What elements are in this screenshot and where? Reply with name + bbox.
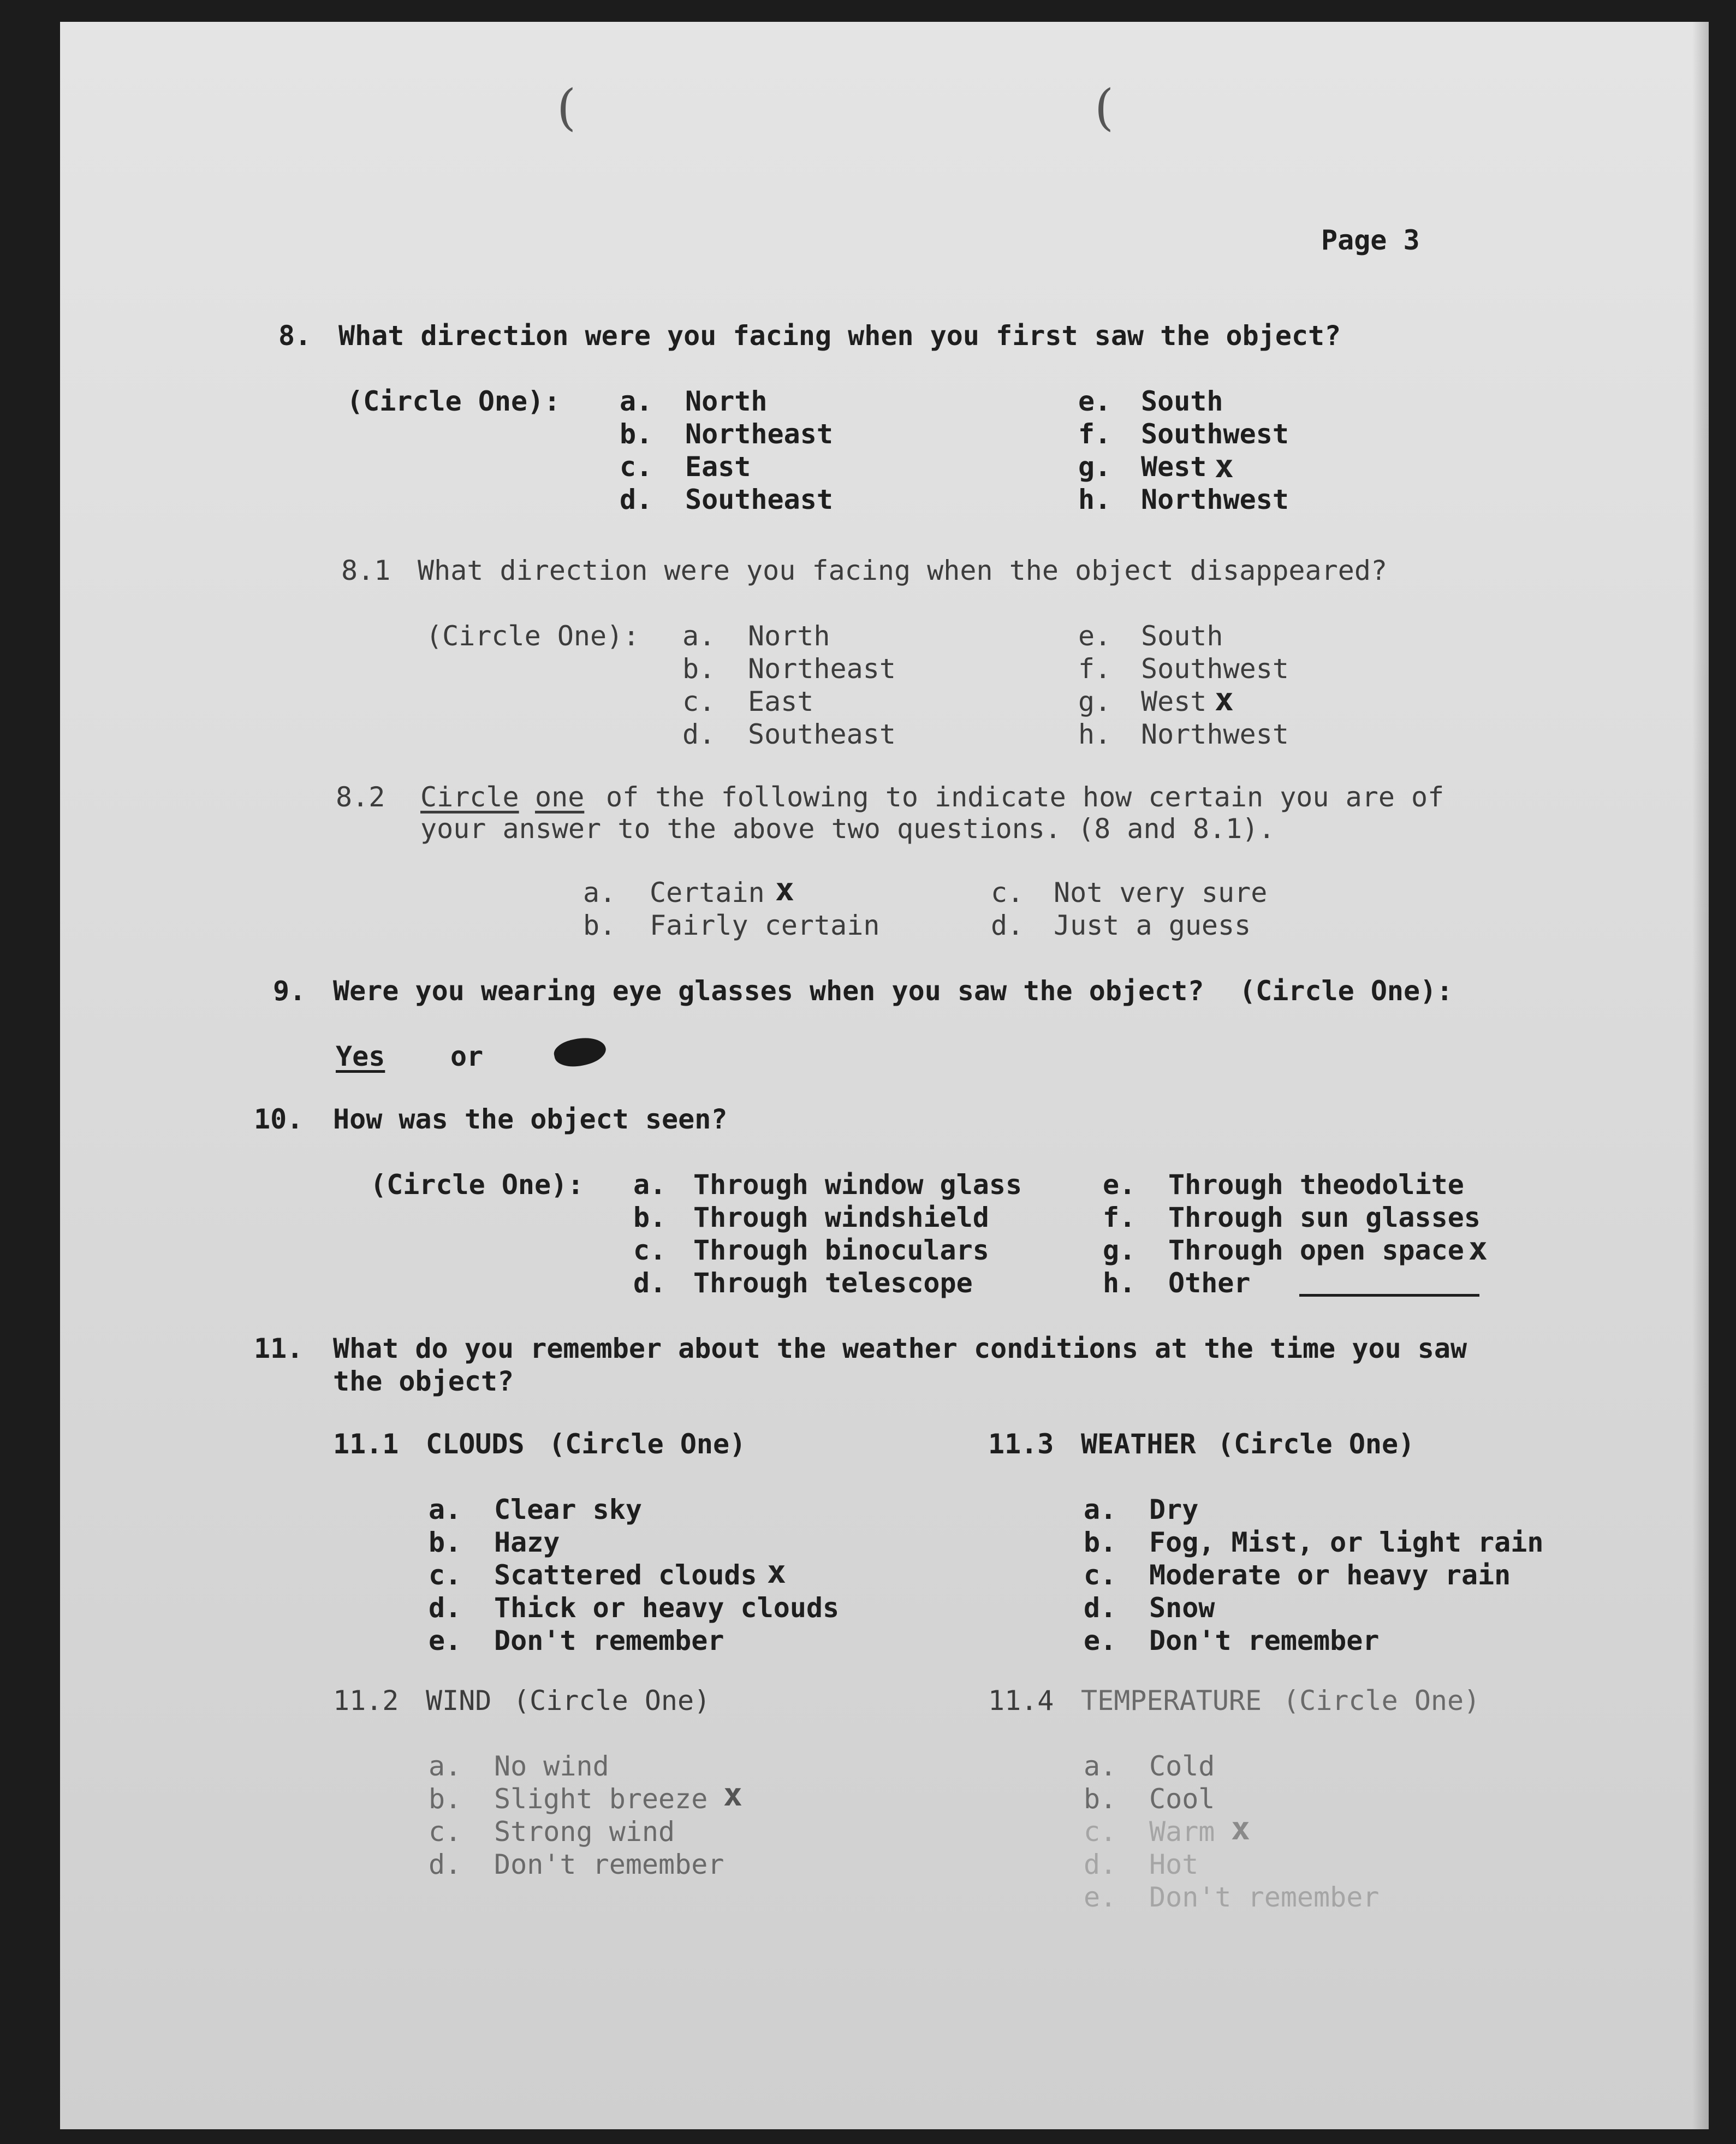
q10-option-letter: a.: [633, 1169, 667, 1201]
q8-1-option-letter: b.: [682, 653, 716, 685]
q11-2-option-no-wind[interactable]: No wind: [494, 1750, 609, 1782]
q8-option-northeast[interactable]: Northeast: [685, 418, 833, 450]
q11-3-option-heavy-rain[interactable]: Moderate or heavy rain: [1149, 1559, 1511, 1591]
q10-number: 10.: [254, 1103, 304, 1135]
q9-circle-label: (Circle One):: [1239, 975, 1453, 1007]
q11-4-option-letter: e.: [1084, 1881, 1117, 1913]
q8-2-check-mark: x: [775, 871, 794, 908]
q11-1-option-clear-sky[interactable]: Clear sky: [494, 1494, 642, 1525]
q8-number: 8.: [278, 320, 312, 352]
q8-1-option-east[interactable]: East: [748, 686, 814, 717]
q10-option-letter: d.: [633, 1267, 667, 1299]
q10-option-sun-glasses[interactable]: Through sun glasses: [1168, 1202, 1481, 1233]
q8-2-option-certain[interactable]: Certain: [650, 877, 765, 908]
q11-3-option-letter: c.: [1084, 1559, 1117, 1591]
q11-1-option-letter: d.: [429, 1592, 462, 1624]
q8-option-east[interactable]: East: [685, 451, 751, 483]
q11-4-option-cold[interactable]: Cold: [1149, 1750, 1215, 1782]
q11-1-option-letter: a.: [429, 1494, 462, 1525]
q10-option-letter: f.: [1103, 1202, 1136, 1233]
q10-option-letter: g.: [1103, 1234, 1136, 1266]
q11-4-circle-label: (Circle One): [1283, 1685, 1481, 1717]
q11-4-option-letter: b.: [1084, 1783, 1117, 1815]
q10-other-blank-line[interactable]: [1299, 1294, 1479, 1297]
q8-2-number: 8.2: [336, 781, 385, 813]
q11-1-option-thick-clouds[interactable]: Thick or heavy clouds: [494, 1592, 840, 1624]
q11-2-option-dont-remember[interactable]: Don't remember: [494, 1849, 724, 1880]
q11-1-option-letter: e.: [429, 1625, 462, 1656]
q10-option-letter: b.: [633, 1202, 667, 1233]
q8-2-option-fairly-certain[interactable]: Fairly certain: [650, 910, 880, 941]
q10-option-open-space[interactable]: Through open space: [1168, 1234, 1464, 1266]
q8-1-option-southwest[interactable]: Southwest: [1141, 653, 1289, 685]
q11-3-number: 11.3: [988, 1428, 1054, 1460]
q11-1-option-dont-remember[interactable]: Don't remember: [494, 1625, 724, 1656]
q11-2-option-letter: b.: [429, 1783, 462, 1815]
q9-no-option-blotted[interactable]: [552, 1034, 608, 1071]
q8-option-letter: b.: [620, 418, 653, 450]
q8-1-option-south[interactable]: South: [1141, 620, 1223, 652]
q8-2-option-letter: d.: [991, 910, 1024, 941]
q10-circle-label: (Circle One):: [370, 1169, 584, 1201]
q8-circle-label: (Circle One):: [347, 385, 561, 417]
punch-hole-mark: (: [557, 79, 576, 136]
q11-1-title: CLOUDS: [426, 1428, 525, 1460]
q8-option-west[interactable]: West: [1141, 451, 1207, 483]
q9-number: 9.: [273, 975, 306, 1007]
page-label: Page 3: [1321, 224, 1420, 256]
q8-1-option-northeast[interactable]: Northeast: [748, 653, 896, 685]
q8-2-option-letter: a.: [583, 877, 616, 908]
q9-yes-option[interactable]: Yes: [336, 1041, 385, 1072]
q8-1-option-letter: d.: [682, 718, 716, 750]
q8-option-letter: e.: [1078, 385, 1111, 417]
q10-option-telescope[interactable]: Through telescope: [693, 1267, 973, 1299]
q11-4-check-mark: x: [1231, 1810, 1250, 1847]
q10-option-letter: e.: [1103, 1169, 1136, 1201]
q11-3-option-letter: e.: [1084, 1625, 1117, 1656]
q8-option-northwest[interactable]: Northwest: [1141, 484, 1289, 515]
q11-2-option-letter: a.: [429, 1750, 462, 1782]
q9-question: Were you wearing eye glasses when you saw the object?: [333, 975, 1204, 1007]
q11-1-number: 11.1: [333, 1428, 399, 1460]
q8-option-letter: a.: [620, 385, 653, 417]
q10-option-binoculars[interactable]: Through binoculars: [693, 1234, 989, 1266]
q11-3-title: WEATHER: [1081, 1428, 1196, 1460]
q11-4-option-hot[interactable]: Hot: [1149, 1849, 1199, 1880]
q8-2-circle-word: Circle: [420, 781, 519, 813]
q11-3-option-snow[interactable]: Snow: [1149, 1592, 1215, 1624]
q11-4-option-warm[interactable]: Warm: [1149, 1816, 1215, 1848]
q11-number: 11.: [254, 1333, 304, 1364]
q8-1-option-letter: c.: [682, 686, 716, 717]
q10-option-other[interactable]: Other: [1168, 1267, 1251, 1299]
q11-1-option-letter: b.: [429, 1527, 462, 1558]
q11-4-number: 11.4: [988, 1685, 1054, 1717]
q8-1-option-letter: h.: [1078, 718, 1111, 750]
q11-2-title: WIND: [426, 1685, 492, 1717]
q8-1-option-northwest[interactable]: Northwest: [1141, 718, 1289, 750]
q11-2-number: 11.2: [333, 1685, 399, 1717]
q11-4-option-letter: c.: [1084, 1816, 1117, 1848]
q11-question-line2: the object?: [333, 1365, 514, 1397]
q11-1-check-mark: x: [767, 1553, 786, 1590]
q8-option-southwest[interactable]: Southwest: [1141, 418, 1289, 450]
q11-3-option-letter: b.: [1084, 1527, 1117, 1558]
q8-option-letter: g.: [1078, 451, 1111, 483]
q11-4-option-cool[interactable]: Cool: [1149, 1783, 1215, 1815]
q11-2-circle-label: (Circle One): [513, 1685, 711, 1717]
q11-1-option-letter: c.: [429, 1559, 462, 1591]
q8-1-question: What direction were you facing when the object disappeared?: [418, 555, 1388, 586]
q11-1-option-scattered-clouds[interactable]: Scattered clouds: [494, 1559, 757, 1591]
q8-2-option-just-a-guess[interactable]: Just a guess: [1054, 910, 1251, 941]
q8-1-option-north[interactable]: North: [748, 620, 830, 652]
q10-option-letter: c.: [633, 1234, 667, 1266]
q8-2-question-line2: your answer to the above two questions. (8 and 8.1).: [420, 813, 1275, 845]
q11-3-option-dry[interactable]: Dry: [1149, 1494, 1199, 1525]
q10-check-mark: x: [1469, 1230, 1488, 1267]
q11-1-circle-label: (Circle One): [549, 1428, 746, 1460]
q8-2-option-not-very-sure[interactable]: Not very sure: [1054, 877, 1268, 908]
q8-2-option-letter: c.: [991, 877, 1024, 908]
q8-1-number: 8.1: [341, 555, 391, 586]
q8-2-option-letter: b.: [583, 910, 616, 941]
q8-2-question: of the following to indicate how certain you are of: [606, 781, 1444, 813]
q11-2-option-letter: c.: [429, 1816, 462, 1848]
q8-1-check-mark: x: [1215, 681, 1234, 718]
q8-option-letter: d.: [620, 484, 653, 515]
q10-option-windshield[interactable]: Through windshield: [693, 1202, 989, 1233]
q10-question: How was the object seen?: [333, 1103, 728, 1135]
punch-hole-mark: (: [1095, 79, 1114, 136]
q8-option-south[interactable]: South: [1141, 385, 1223, 417]
q8-1-option-letter: g.: [1078, 686, 1111, 717]
q11-4-option-letter: a.: [1084, 1750, 1117, 1782]
q8-1-circle-label: (Circle One):: [426, 620, 640, 652]
q8-check-mark: x: [1215, 448, 1234, 485]
q8-1-option-letter: e.: [1078, 620, 1111, 652]
q11-2-option-letter: d.: [429, 1849, 462, 1880]
q11-4-option-dont-remember[interactable]: Don't remember: [1149, 1881, 1380, 1913]
q8-1-option-letter: f.: [1078, 653, 1111, 685]
q11-1-option-hazy[interactable]: Hazy: [494, 1527, 560, 1558]
form-page: [60, 22, 1709, 2129]
q11-3-option-dont-remember[interactable]: Don't remember: [1149, 1625, 1380, 1656]
q11-2-option-slight-breeze[interactable]: Slight breeze: [494, 1783, 708, 1815]
q11-3-option-letter: d.: [1084, 1592, 1117, 1624]
q11-3-option-letter: a.: [1084, 1494, 1117, 1525]
q8-option-letter: f.: [1078, 418, 1111, 450]
q8-1-option-west[interactable]: West: [1141, 686, 1207, 717]
q11-question: What do you remember about the weather conditions at the time you saw: [333, 1333, 1467, 1364]
q10-option-letter: h.: [1103, 1267, 1136, 1299]
q10-option-window-glass[interactable]: Through window glass: [693, 1169, 1022, 1201]
q8-option-north[interactable]: North: [685, 385, 768, 417]
q8-2-one-word: one: [535, 781, 585, 813]
q11-3-circle-label: (Circle One): [1217, 1428, 1415, 1460]
q8-option-letter: c.: [620, 451, 653, 483]
q11-3-option-fog[interactable]: Fog, Mist, or light rain: [1149, 1527, 1544, 1558]
q8-1-option-letter: a.: [682, 620, 716, 652]
q10-option-theodolite[interactable]: Through theodolite: [1168, 1169, 1464, 1201]
q8-option-southeast[interactable]: Southeast: [685, 484, 833, 515]
q11-2-check-mark: x: [723, 1776, 742, 1813]
q8-1-option-southeast[interactable]: Southeast: [748, 718, 896, 750]
q11-2-option-strong-wind[interactable]: Strong wind: [494, 1816, 675, 1848]
q11-4-option-letter: d.: [1084, 1849, 1117, 1880]
q8-question: What direction were you facing when you first saw the object?: [338, 320, 1341, 352]
q11-4-title: TEMPERATURE: [1081, 1685, 1262, 1717]
q9-or: or: [450, 1041, 484, 1072]
q8-option-letter: h.: [1078, 484, 1111, 515]
